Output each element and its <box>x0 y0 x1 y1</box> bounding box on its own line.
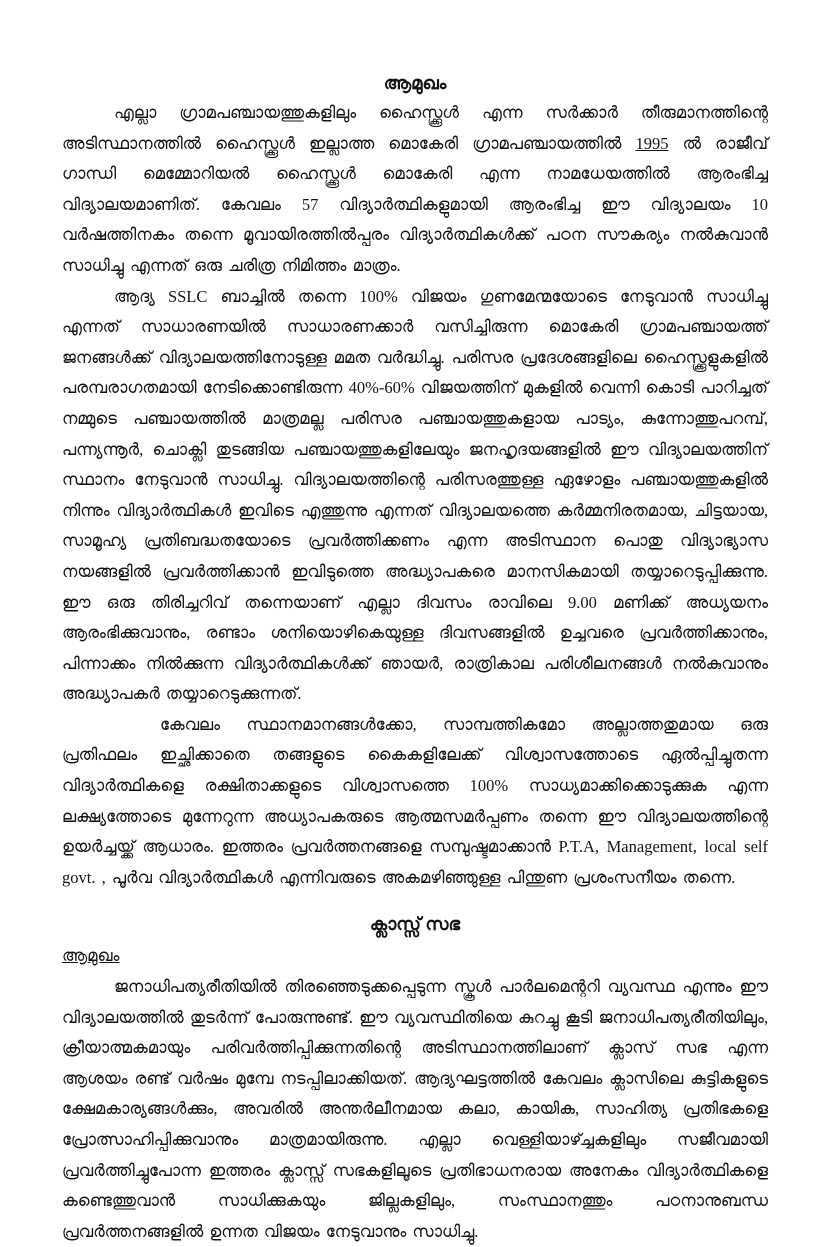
section1-title: ആമുഖം <box>383 73 447 93</box>
paragraph-sslc-results: ആദ്യ SSLC ബാച്ചിൽ തന്നെ 100% വിജയം ഗുണമേന്മയോടെ നേടുവാൻ സാധിച്ചു എന്നത് സാധാരണയിൽ സാധാരണക്കാർ വസിച്ചിരുന്ന മൊകേരി ഗ്രാമപഞ്ചായത്ത് ജനങ്ങൾക്ക് വിദ്യാലയത്തിനോടുള്ള മമത വർദ്ധിച്ചു. പരിസര പ്രദേശങ്ങളിലെ ഹൈസ്ക്കൂളുകളിൽ പരമ്പരാഗതമായി നേടിക്കൊണ്ടിരുന്ന 40%-60% വിജയത്തിന് മുകളിൽ വെന്നി കൊടി പാറിച്ചത് നമ്മുടെ പഞ്ചായത്തിൽ മാത്രമല്ല പരിസര പഞ്ചായത്തുകളായ പാട്യം, കുന്നോത്തുപറമ്പ്, പന്ന്യന്നൂർ, ചൊക്ലി തുടങ്ങിയ പഞ്ചായത്തുകളിലേയും ജനഹൃദയങ്ങളിൽ ഈ വിദ്യാലയത്തിന് സ്ഥാനം നേടുവാൻ സാധിച്ചു. വിദ്യാലയത്തിന്റെ പരിസരത്തുള്ള ഏഴോളം പഞ്ചായത്തുകളിൽ നിന്നും വിദ്യാർത്ഥികൾ ഇവിടെ എത്തുന്നു എന്നത് വിദ്യാലയത്തെ കർമ്മനിരതമായ, ചിട്ടയായ, സാമൂഹ്യ പ്രതിബദ്ധതയോടെ പ്രവർത്തിക്കണം എന്ന അടിസ്ഥാന പൊതു വിദ്യാഭ്യാസ നയങ്ങളിൽ പ്രവർത്തിക്കാൻ ഇവിടുത്തെ അദ്ധ്യാപകരെ മാനസികമായി തയ്യാറെടുപ്പിക്കുന്നു. ഈ ഒരു തിരിച്ചറിവ് തന്നെയാണ് എല്ലാ ദിവസം രാവിലെ 9.00 മണിക്ക് അധ്യയനം ആരംഭിക്കുവാനും, രണ്ടാം ശനിയൊഴികെയുള്ള ദിവസങ്ങളിൽ ഉച്ചവരെ പ്രവർത്തിക്കാനും, പിന്നാക്കം നിൽക്കുന്ന വിദ്യാർത്ഥികൾക്ക് ഞായർ, രാത്രികാല പരിശീലനങ്ങൾ നൽകുവാനും അദ്ധ്യാപകർ തയ്യാറെടുക്കുന്നത്. <box>62 286 768 704</box>
section2-subheading: ആമുഖം <box>62 946 120 966</box>
paragraph-teacher-dedication: കേവലം സ്ഥാനമാനങ്ങൾക്കോ, സാമ്പത്തികമോ അല്ലാത്തതുമായ ഒരു പ്രതിഫലം ഇച്ഛിക്കാതെ തങ്ങളുടെ കൈകളിലേക്ക് വിശ്വാസത്തോടെ ഏൽപ്പിച്ചുതന്ന വിദ്യാർത്ഥികളെ രക്ഷിതാക്കളുടെ വിശ്വാസത്തെ 100% സാധ്യമാക്കിക്കൊടുക്കുക എന്ന ലക്ഷ്യത്തോടെ മുന്നേറുന്ന അധ്യാപകരുടെ ആത്മസമർപ്പണം തന്നെ ഈ വിദ്യാലയത്തിന്റെ ഉയർച്ചയ്ക്ക് ആധാരം. ഇത്തരം പ്രവർത്തനങ്ങളെ സമ്പുഷ്ടമാക്കാൻ P.T.A, Management, local self govt. , പൂർവ വിദ്യാർത്ഥികൾ എന്നിവരുടെ അകമഴിഞ്ഞുള്ള പിന്തുണ പ്രശംസനീയം തന്നെ. <box>62 714 768 887</box>
para1-text-before-year: എല്ലാ ഗ്രാമപഞ്ചായത്തുകളിലും ഹൈസ്ക്കൂൾ എന്ന സർക്കാർ തീരുമാനത്തിന്റെ അടിസ്ഥാനത്തിൽ ഹൈസ്ക്കൂൾ ഇല്ലാത്ത മൊകേരി ഗ്രാമപഞ്ചായത്തിൽ <box>62 103 768 153</box>
section2-title: ക്ലാസ്സ് സഭ <box>369 914 461 935</box>
paragraph-class-sabha: ജനാധിപത്യരീതിയിൽ തിരഞ്ഞെടുക്കപ്പെടുന്ന സ്കൂൾ പാർലമെന്ററി വ്യവസ്ഥ എന്നും ഈ വിദ്യാലയത്തിൽ തുടർന്ന് പോരുന്നുണ്ട്. ഈ വ്യവസ്ഥിതിയെ കുറച്ചു കൂടി ജനാധിപത്യരീതിയിലും, ക്രീയാത്മകമായും പരിവർത്തിപ്പിക്കുന്നതിന്റെ അടിസ്ഥാനത്തിലാണ് ക്ലാസ് സഭ എന്ന ആശയം രണ്ട് വർഷം മുമ്പേ നടപ്പിലാക്കിയത്. ആദ്യഘട്ടത്തിൽ കേവലം ക്ലാസിലെ കുട്ടികളുടെ ക്ഷേമകാര്യങ്ങൾക്കും, അവരിൽ അന്തർലീനമായ കലാ, കായിക, സാഹിത്യ പ്രതിഭകളെ പ്രോത്സാഹിപ്പിക്കുവാനും മാത്രമായിരുന്നു. എല്ലാ വെള്ളിയാഴ്ച്ചകളിലും സജീവമായി പ്രവർത്തിച്ചുപോന്ന ഇത്തരം ക്ലാസ്സ് സഭകളിലൂടെ പ്രതിഭാധനരായ അനേകം വിദ്യാർത്ഥികളെ കണ്ടെത്തുവാൻ സാധിക്കുകയും ജില്ലകളിലും, സംസ്ഥാനത്തും പഠനാനുബന്ധ പ്രവർത്തനങ്ങളിൽ ഉന്നത വിജയം നേടുവാനും സാധിച്ചു. <box>62 977 768 1241</box>
para1-text-after-year: ൽ രാജീവ് ഗാന്ധി മെമ്മോറിയൽ ഹൈസ്ക്കൂൾ മൊകേരി എന്ന നാമധേയത്തിൽ ആരംഭിച്ച വിദ്യാലയമാണിത്. കേവലം 57 വിദ്യാർത്ഥികളുമായി ആരംഭിച്ച ഈ വിദ്യാലയം 10 വർഷത്തിനകം തന്നെ മൂവായിരത്തിൽപ്പരം വിദ്യാർത്ഥികൾക്ക് പഠന സൗകര്യം നൽകുവാൻ സാധിച്ചു എന്നത് ഒരു ചരിത്ര നിമിത്തം മാത്രം. <box>62 133 768 275</box>
underlined-year: 1995 <box>635 133 669 153</box>
paragraph-intro <box>62 98 768 282</box>
